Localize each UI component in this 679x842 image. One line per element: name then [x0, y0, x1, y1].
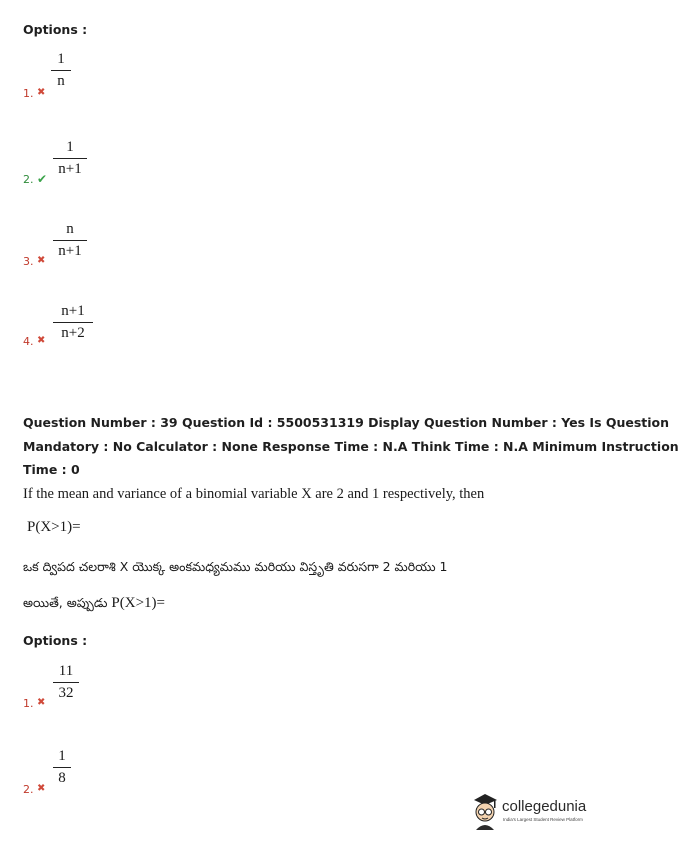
fraction-denominator: n+2 — [61, 325, 85, 341]
option-number: 2. — [23, 173, 34, 186]
option-number: 4. — [23, 335, 34, 348]
question-header-line: Time : 0 — [23, 462, 80, 477]
fraction-numerator: 1 — [57, 51, 65, 67]
question-header-line: Mandatory : No Calculator : None Response Time : N.A Think Time : N.A Minimum Instruction — [23, 439, 679, 454]
options-heading: Options : — [23, 633, 88, 648]
check-icon: ✔ — [37, 172, 48, 186]
fraction-denominator: n+1 — [58, 243, 82, 259]
fraction-numerator: 1 — [66, 139, 74, 155]
option-fraction — [53, 748, 71, 787]
cross-icon: ✖ — [37, 87, 46, 98]
telugu-text: అయితే, అప్పుడు — [23, 595, 112, 610]
mascot-icon — [470, 792, 500, 830]
fraction-denominator: 8 — [58, 770, 66, 786]
cross-icon: ✖ — [37, 335, 46, 346]
fraction-denominator: 32 — [58, 685, 74, 701]
option-number: 3. — [23, 255, 34, 268]
option-number: 2. — [23, 783, 34, 796]
question-header-line: Question Number : 39 Question Id : 5500531319 Display Question Number : Yes Is Question — [23, 415, 670, 430]
option-fraction — [53, 139, 87, 178]
collegedunia-logo — [470, 792, 590, 832]
fraction-numerator: n — [66, 221, 74, 237]
question-math: P(X>1)= — [111, 595, 166, 611]
question-text-telugu: ఒక ద్విపద చలరాశి X యొక్క అంకమధ్యమము మరియు విస్తృతి వరుసగా 2 మరియు 1 — [23, 559, 448, 574]
cross-icon: ✖ — [37, 783, 46, 794]
question-text-telugu-line2 — [23, 592, 165, 614]
fraction-denominator: n+1 — [58, 161, 82, 177]
logo-tagline: India's Largest Student Review Platform — [503, 817, 583, 822]
option-fraction — [53, 663, 79, 702]
option-number: 1. — [23, 87, 34, 100]
fraction-numerator: 11 — [58, 663, 74, 679]
options-heading: Options : — [23, 22, 88, 37]
fraction-denominator: n — [57, 73, 65, 89]
fraction-numerator: n+1 — [61, 303, 85, 319]
fraction-numerator: 1 — [58, 748, 66, 764]
option-number: 1. — [23, 697, 34, 710]
cross-icon: ✖ — [37, 697, 46, 708]
cross-icon: ✖ — [37, 255, 46, 266]
option-fraction — [51, 51, 71, 90]
question-math: P(X>1)= — [27, 519, 81, 535]
option-fraction — [53, 303, 93, 342]
question-text-english: If the mean and variance of a binomial variable X are 2 and 1 respectively, then — [23, 486, 485, 502]
option-fraction — [53, 221, 87, 260]
logo-wordmark: collegedunia — [502, 798, 587, 815]
